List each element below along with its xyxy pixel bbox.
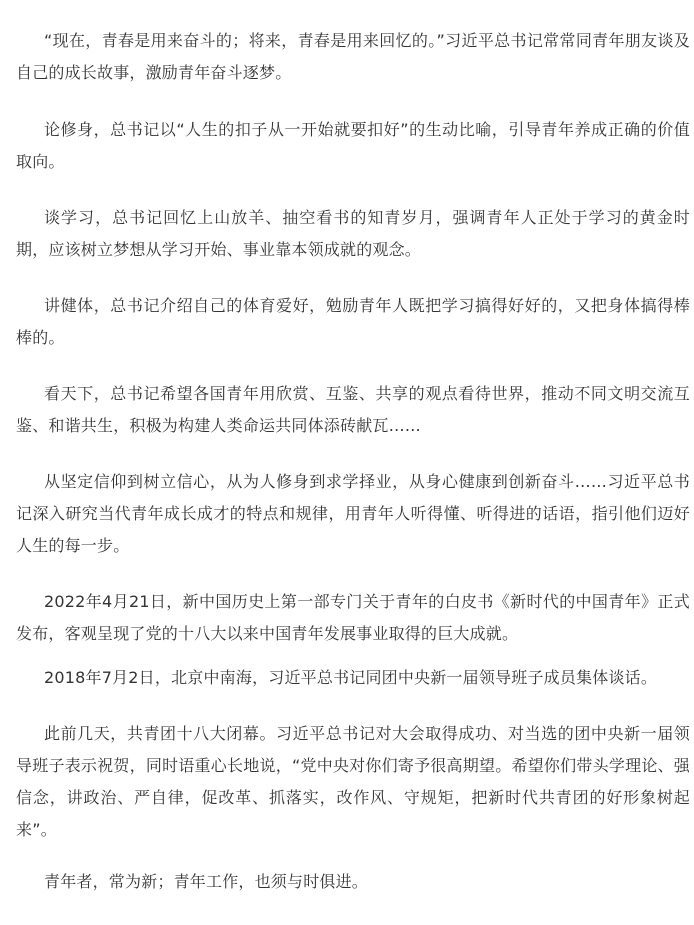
paragraph: 2022年4月21日，新中国历史上第一部专门关于青年的白皮书《新时代的中国青年》正式发布，客观呈现了党的十八大以来中国青年发展事业取得的巨大成就。 [16,592,690,643]
paragraph: 讲健体，总书记介绍自己的体育爱好，勉励青年人既把学习搞得好好的，又把身体搞得棒棒的。 [16,296,690,347]
paragraph: 青年者，常为新；青年工作，也须与时俱进。 [44,872,369,891]
paragraph: 2018年7月2日，北京中南海，习近平总书记同团中央新一届领导班子成员集体谈话。 [44,668,658,687]
paragraph: 此前几天，共青团十八大闭幕。习近平总书记对大会取得成功、对当选的团中央新一届领导班子表示祝贺，同时语重心长地说，“党中央对你们寄予很高期望。希望你们带头学理论、强信念，讲政治、严自律，促改革、抓落实，改作风、守规矩，把新时代共青团的好形象树起来”。 [16,724,690,839]
paragraph: 谈学习，总书记回忆上山放羊、抽空看书的知青岁月，强调青年人正处于学习的黄金时期，应该树立梦想从学习开始、事业靠本领成就的观念。 [16,208,690,259]
paragraph: “现在，青春是用来奋斗的；将来，青春是用来回忆的。”习近平总书记常常同青年朋友谈及自己的成长故事，激励青年奋斗逐梦。 [16,31,690,82]
paragraph: 从坚定信仰到树立信心，从为人修身到求学择业，从身心健康到创新奋斗……习近平总书记深入研究当代青年成长成才的特点和规律，用青年人听得懂、听得进的话语，指引他们迈好人生的每一步。 [16,472,690,555]
paragraph: 论修身，总书记以“人生的扣子从一开始就要扣好”的生动比喻，引导青年养成正确的价值取向。 [16,120,690,171]
paragraph: 看天下，总书记希望各国青年用欣赏、互鉴、共享的观点看待世界，推动不同文明交流互鉴、和谐共生，积极为构建人类命运共同体添砖献瓦…… [16,384,690,435]
